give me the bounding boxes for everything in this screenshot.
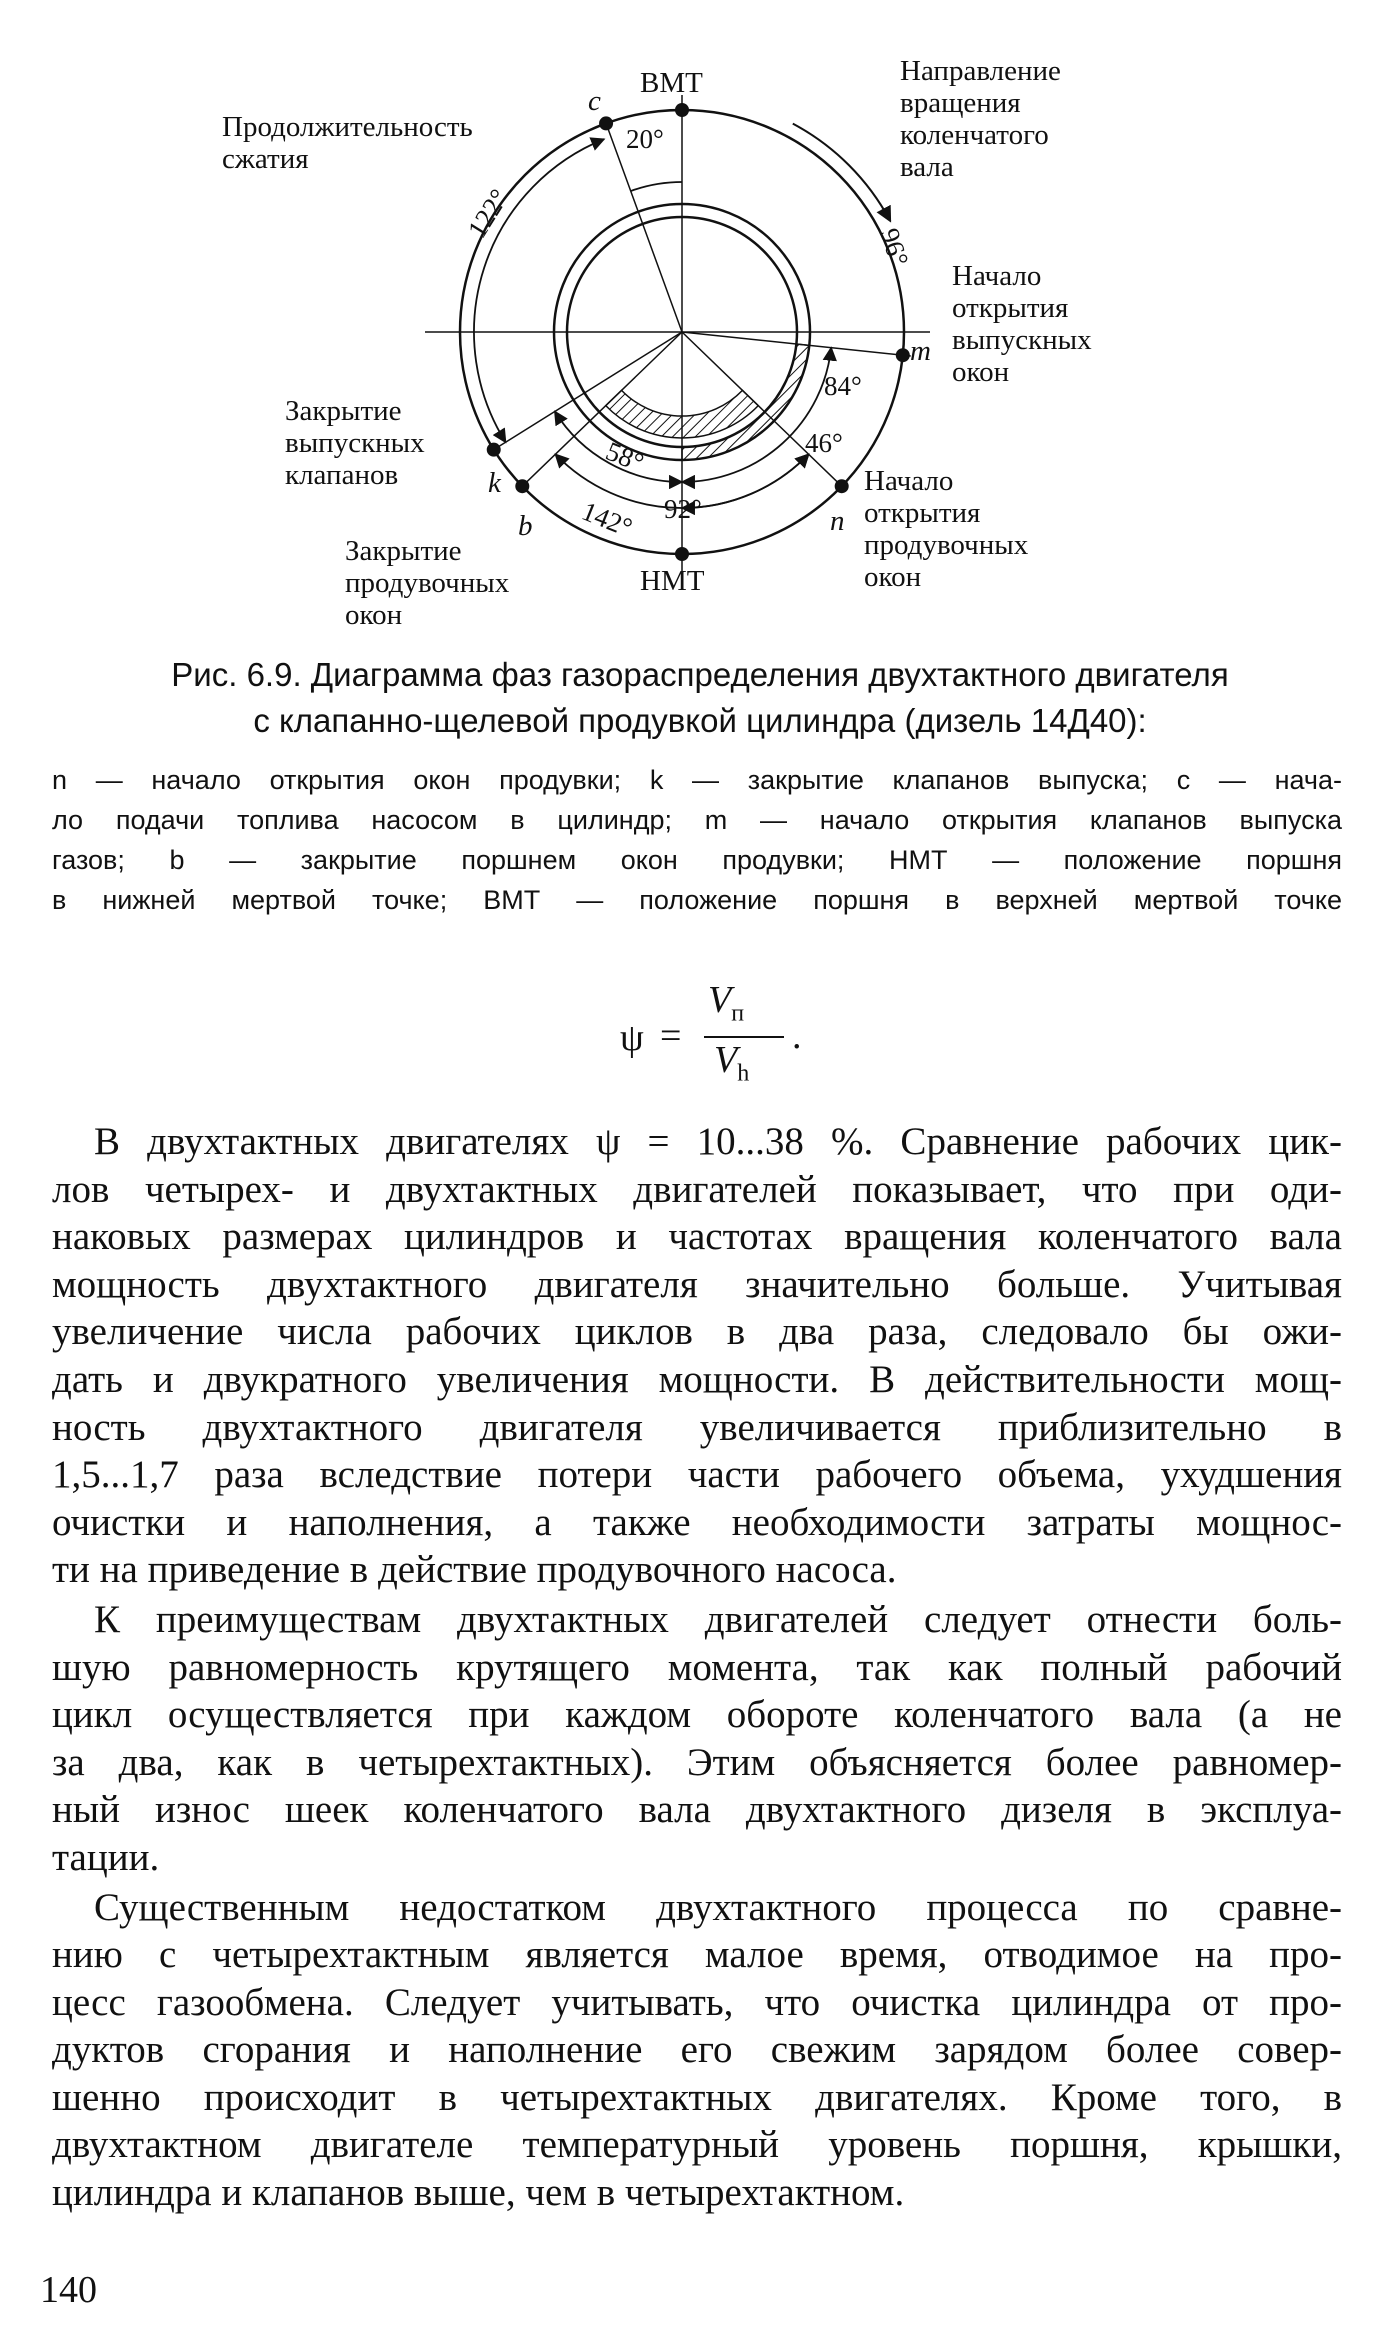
svg-text:вала: вала — [900, 151, 954, 183]
exhaust-valves-close-label — [285, 395, 425, 491]
angle-92-label: 92° — [664, 494, 702, 524]
text-line: наковых размерах цилиндров и частотах вращения коленчатого вала — [52, 1215, 1342, 1259]
angle-122-label: 122° — [461, 183, 515, 244]
svg-text:Начало: Начало — [864, 465, 954, 497]
text-line: ти на приведение в действие продувочного насоса. — [52, 1548, 897, 1592]
text-line: цилиндра и клапанов выше, чем в четырехтактном. — [52, 2171, 905, 2215]
formula-equals: = — [660, 1015, 682, 1057]
radius-c — [606, 123, 682, 332]
exhaust-ports-open-label — [952, 260, 1092, 388]
svg-text:выпускных: выпускных — [952, 324, 1092, 356]
text-line: тации. — [52, 1835, 160, 1879]
svg-text:открытия: открытия — [952, 292, 1069, 324]
paragraph-3 — [52, 1884, 1342, 2217]
injection-advance-arc — [631, 182, 682, 191]
body-text — [52, 1118, 1342, 2219]
svg-text:открытия: открытия — [864, 497, 981, 529]
rotation-direction-arc — [793, 124, 891, 222]
text-line: ность двухтактного двигателя увеличивается приблизительно в — [52, 1405, 1342, 1449]
text-line: Существенным недостатком двухтактного процесса по сравне- — [94, 1885, 1342, 1929]
angle-96-label: 96° — [874, 224, 915, 270]
svg-text:вращения: вращения — [900, 87, 1021, 119]
formula-period: . — [792, 1015, 802, 1057]
svg-text:выпускных: выпускных — [285, 427, 425, 459]
text-line: шую равномерность крутящего момента, так как полный рабочий — [52, 1645, 1342, 1689]
formula-psi-symbol: ψ — [620, 1017, 644, 1059]
text-line: за два, как в четырехтактных). Этим объясняется более равномер- — [52, 1740, 1342, 1784]
svg-text:окон: окон — [952, 356, 1010, 388]
svg-text:сжатия: сжатия — [222, 143, 309, 175]
angle-20-label: 20° — [626, 124, 664, 154]
svg-text:Направление: Направление — [900, 55, 1061, 87]
figure-legend — [52, 760, 1342, 920]
direction-label — [900, 55, 1061, 183]
angle-84-label: 84° — [824, 371, 862, 401]
paragraph-2 — [52, 1596, 1342, 1882]
point-k-letter: k — [488, 467, 501, 499]
legend-line: газов; b — закрытие поршнем окон продувки; НМТ — положение поршня — [52, 845, 1342, 875]
formula-psi — [580, 978, 840, 1088]
radius-n — [682, 332, 842, 486]
caption-line-1: Рис. 6.9. Диаграмма фаз газораспределения двухтактного двигателя — [171, 656, 1229, 693]
scavenge-ports-open-label — [864, 465, 1029, 593]
text-line: мощность двухтактного двигателя значительно больше. Учитывая — [52, 1262, 1342, 1306]
point-m-marker — [896, 348, 910, 362]
svg-text:Закрытие: Закрытие — [345, 535, 462, 567]
text-line: дать и двукратного увеличения мощности. В действительности мощ- — [52, 1357, 1342, 1401]
text-line: нию с четырехтактным является малое время, отводимое на про- — [52, 1933, 1342, 1977]
point-c-marker — [599, 116, 613, 130]
svg-text:Продолжительность: Продолжительность — [222, 111, 473, 143]
vmt-label: ВМТ — [640, 67, 703, 99]
point-vmt-marker — [675, 103, 689, 117]
valve-timing-diagram — [0, 0, 1397, 650]
formula-numerator: $V_п$ — [708, 979, 745, 1027]
svg-text:коленчатого: коленчатого — [900, 119, 1049, 151]
point-n-letter: n — [830, 505, 845, 537]
text-line: дуктов сгорания и наполнение его свежим зарядом более совер- — [52, 2028, 1342, 2072]
text-line: шенно происходит в четырехтактных двигателях. Кроме того, в — [52, 2075, 1342, 2119]
svg-text:продувочных: продувочных — [345, 567, 510, 599]
angle-46-label: 46° — [805, 428, 843, 458]
svg-text:клапанов: клапанов — [285, 459, 399, 491]
point-k-marker — [487, 443, 501, 457]
point-c-letter: c — [588, 85, 601, 117]
paragraph-1 — [52, 1118, 1342, 1594]
text-line: цикл осуществляется при каждом обороте коленчатого вала (а не — [52, 1693, 1342, 1737]
angle-58-label: 58° — [601, 435, 649, 478]
legend-line: n — начало открытия окон продувки; k — закрытие клапанов выпуска; c — нача- — [52, 765, 1342, 795]
point-m-letter: m — [910, 335, 931, 367]
svg-text:окон: окон — [864, 561, 922, 593]
page-number: 140 — [40, 2269, 97, 2311]
scavenge-ports-close-label — [345, 535, 510, 631]
figure-caption — [60, 652, 1340, 744]
text-line: К преимуществам двухтактных двигателей следует отнести боль- — [94, 1597, 1342, 1641]
text-line: двухтактном двигателе температурный уровень поршня, крышки, — [52, 2123, 1342, 2167]
angle-142-label: 142° — [577, 495, 637, 543]
text-line: В двухтактных двигателях ψ = 10...38 %. Сравнение рабочих цик- — [94, 1120, 1342, 1163]
text-line: лов четырех- и двухтактных двигателей показывает, что при оди- — [52, 1167, 1342, 1211]
svg-text:Закрытие: Закрытие — [285, 395, 402, 427]
text-line: ный износ шеек коленчатого вала двухтактного дизеля в эксплуа- — [52, 1788, 1342, 1832]
formula-denominator: $V_h$ — [714, 1039, 750, 1087]
svg-text:окон: окон — [345, 599, 403, 631]
text-line: 1,5...1,7 раза вследствие потери части рабочего объема, ухудшения — [52, 1453, 1342, 1497]
text-line: увеличение числа рабочих циклов в два раза, следовало бы ожи- — [52, 1310, 1342, 1354]
svg-text:Начало: Начало — [952, 260, 1042, 292]
text-line: очистки и наполнения, а также необходимости затраты мощнос- — [52, 1500, 1342, 1544]
svg-text:продувочных: продувочных — [864, 529, 1029, 561]
caption-line-2: с клапанно-щелевой продувкой цилиндра (дизель 14Д40): — [253, 702, 1147, 739]
point-n-marker — [835, 479, 849, 493]
nmt-label: НМТ — [640, 565, 705, 597]
point-b-letter: b — [518, 510, 533, 542]
compression-arc — [474, 139, 604, 442]
point-nmt-marker — [675, 547, 689, 561]
legend-line: в нижней мертвой точке; ВМТ — положение поршня в верхней мертвой точке — [52, 885, 1342, 915]
compression-duration-label — [222, 111, 473, 175]
legend-line: ло подачи топлива насосом в цилиндр; m — начало открытия клапанов выпуска — [52, 805, 1342, 835]
point-b-marker — [515, 479, 529, 493]
text-line: цесс газообмена. Следует учитывать, что очистка цилиндра от про- — [52, 1980, 1342, 2024]
